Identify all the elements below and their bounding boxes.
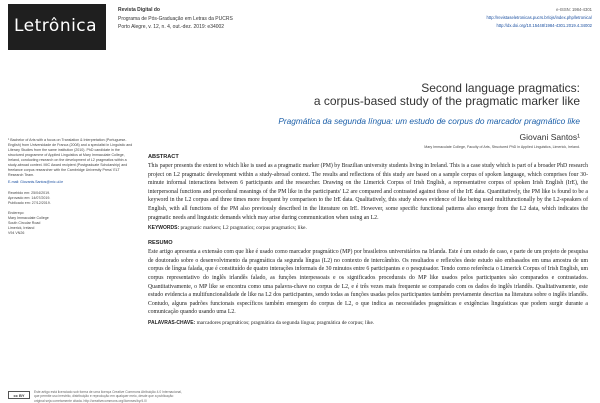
title-line-2: a corpus-based study of the pragmatic marker like: [313, 94, 580, 108]
palavras-chave-label: PALAVRAS-CHAVE:: [148, 319, 196, 326]
palavras-chave-list: marcadores pragmáticos; pragmática da segunda língua; pragmática de corpus; like.: [196, 319, 375, 326]
abstract-keywords: [148, 224, 588, 232]
license-text: [34, 390, 182, 403]
journal-logo: [8, 4, 106, 50]
portuguese-title: Pragmática da segunda língua: um estudo de corpus do marcador pragmático like: [278, 116, 580, 126]
doi-link[interactable]: http://dx.doi.org/10.15448/1984-4301.2019.4.34002: [496, 23, 592, 28]
keywords-list: pragmatic markers; L2 pragmatics; corpus pragmatics; like.: [180, 225, 307, 232]
address-line: Limerick, Ireland: [8, 226, 35, 230]
resumo-keywords: [148, 319, 588, 327]
license-line: que permite uso irrestrito, distribuição e reprodução em qualquer meio, desde que a publicação: [34, 394, 174, 399]
address-line: South Circular Road: [8, 221, 41, 225]
license-line: Este artigo está licenciado sob forma de uma licença Creative Commons Atribuição 4.0 Internacional,: [34, 390, 182, 394]
author-name: Giovani Santos¹: [519, 132, 580, 142]
abstract-text: This paper presents the extent to which like is used as a pragmatic marker (PM) by Brazilian university students living in Ireland. This is a case study which is part of a broader PhD research project on L2 pragmatic development within a study-abroad context. The results and reflections of this study are based on a sample corpus of spoken language, which comprises four 30-minute informal interactions between 6 participants and the researcher. Drawing on the Limerick Corpus of Irish English, a representative corpus of spoken Irish English (IrE), the interpersonal functions and procedural meanings of the PM like in the participants' L2 are compared and contrasted against those of the IrE data. Quantitatively, the PM like is found to be a keyword in the L2 corpus and three times more frequent by comparison to the IrE data. Qualitatively, this study shows evidence of like being used multifunctionally by the L2-speakers of English, with all functions of the PM also previously described in the literature on IrE. However, some specific functional patterns also emerge from the L2 data, which indicates the pragmatic needs and linguistic demands which may arise during communication when using an L2.: [148, 163, 588, 221]
page-footer: [0, 388, 600, 403]
author-bio-note: ¹ Bachelor of Arts with a focus on Translation & Interpretation (Portuguese-English) from Universidade de Franca (2008) and a specialist in Linguistic and Literary Studies from the same institution (2010). PhD candidate in the structured programme of Applied Linguistics at Mary Immaculate College, Ireland, conducting research on the development of L2 pragmatics within a study-abroad context. MIC Award recipient (Postgraduate Scholarship) and freelance corpus researcher with the Cambridge University Press' ELT Research Team.: [8, 138, 133, 177]
address-line: V94 VN26: [8, 231, 25, 235]
address-label: Endereço:: [8, 211, 25, 215]
article-title: [314, 82, 580, 108]
journal-issue: Porto Alegre, v. 12, n. 4, out.-dez. 2019: e34002: [118, 24, 225, 30]
page-header: [8, 4, 592, 54]
journal-url-link[interactable]: http://revistaseletronicas.pucrs.br/ojs/index.php/letronica/: [486, 15, 592, 20]
journal-name: Revista Digital do: [118, 7, 160, 13]
approved-date: Aprovado em: 14/07/2019.: [8, 196, 51, 200]
eissn: e-ISSN: 1984-4301: [556, 7, 592, 12]
author-affiliation: Mary Immaculate College, Faculty of Arts, Structured PhD in Applied Linguistics, Limerick, Ireland.: [424, 145, 580, 149]
received-date: Recebido em: 25/04/2019.: [8, 191, 51, 195]
address-line: Mary Immaculate College: [8, 216, 49, 220]
title-line-1: Second language pragmatics:: [421, 81, 580, 95]
keywords-label: KEYWORDS:: [148, 225, 180, 232]
author-email-link[interactable]: E-mail: Giovanis.Santos@mic.ul.ie: [8, 180, 64, 184]
author-sidebar: [8, 138, 135, 236]
resumo-heading: RESUMO: [148, 240, 173, 247]
journal-info: [118, 6, 233, 32]
published-date: Publicado em: 27/12/2019.: [8, 201, 51, 205]
resumo-section: [148, 240, 588, 327]
issn-info: [487, 6, 592, 30]
article-body: [148, 154, 588, 327]
license-line: original seja corretamente citada. http://creativecommons.org/licenses/by/4.0/: [34, 398, 147, 403]
cc-license-badge[interactable]: cc BY: [8, 391, 30, 399]
logo-text: Letrônica: [14, 16, 98, 36]
resumo-text: Este artigo apresenta a extensão com que like é usado como marcador pragmático (MP) por brasileiros universitários na Irlanda. Este é um estudo de caso, e parte de um projeto de pesquisa de doutorado sobre o desenvolvimento da pragmática da segunda língua (L2) no contexto de intercâmbio. Os resultados e reflexões deste estudo são embasados em uma amostra de um corpus de língua falada, que é constituído de quatro interações informais de 30 minutos entre 6 participantes e o pesquisador. Tendo como referência o Limerick Corpus of Irish English, um corpus representativo do inglês irlandês falado, as funções interpessoais e os significados procedurais do MP like usados pelos participantes são comparados e contrastados. Quantitativamente, o MP like se encontra como uma palavra-chave no corpus de L2, e é três vezes mais frequente se comparado com os dados do inglês irlandês. Qualitativamente, este estudo evidencia a multifuncionalidade de like na L2 dos participantes, sendo todas as funções usadas pelos participantes também previamente descritas na literatura sobre o inglês irlandês. Contudo, alguns padrões funcionais específicos também emergem do corpus de L2, o que indica as necessidades pragmáticas e exigências linguísticas que podem surgir durante a comunicação quando usando uma L2.: [148, 249, 588, 316]
abstract-heading: ABSTRACT: [148, 154, 179, 160]
journal-program: Programa de Pós-Graduação em Letras da PUCRS: [118, 15, 233, 22]
